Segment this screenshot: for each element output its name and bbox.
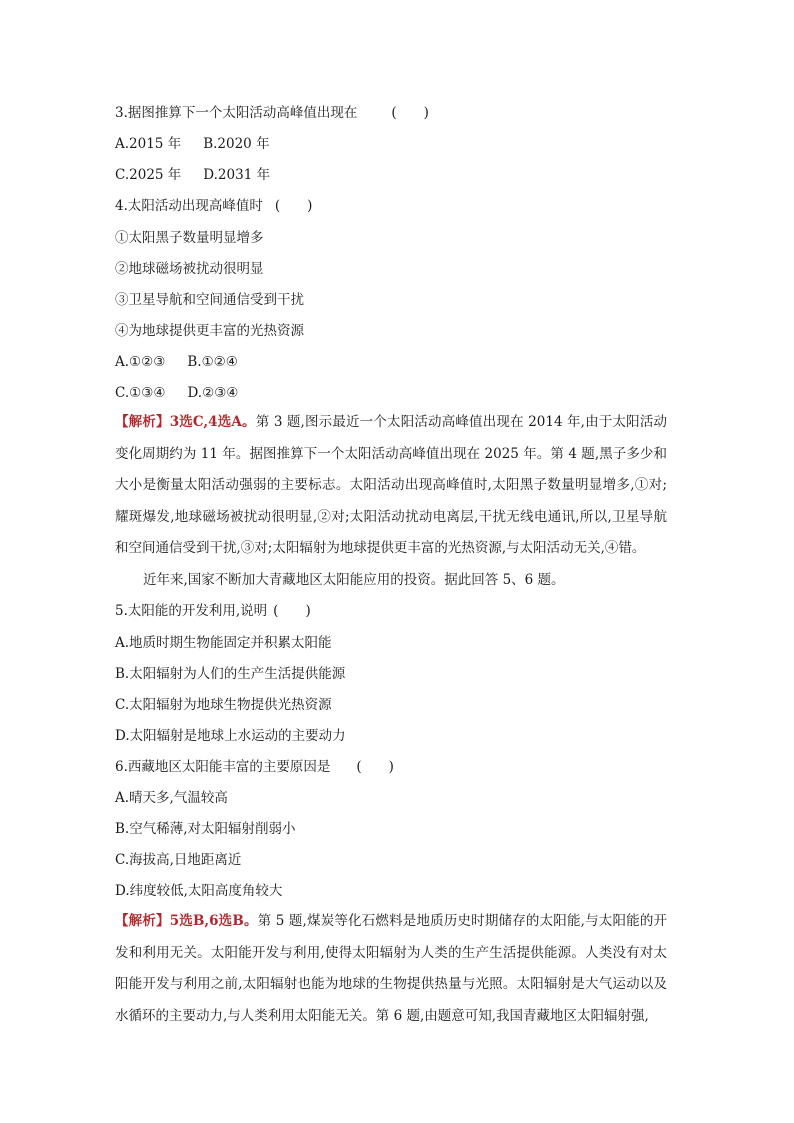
analysis-tag: 【解析】	[115, 414, 170, 430]
question-5-option-a: A.地质时期生物能固定并积累太阳能	[115, 635, 332, 651]
analysis-text: 第 3 题,图示最近一个太阳活动高峰值出现在 2014 年,由于太阳活动变化周期约为 11 年。据图推算下一个太阳活动高峰值出现在 2025 年。第 4 题,黑子多少和大小是衡量太阳活动强弱的主要标志。太阳活动出现高峰值时,太阳黑子数量明显增多,①对;耀斑爆发,地球磁场被扰动很明显,②对;太阳活动扰动电离层,干扰无线电通讯,所以,卫星导航和空间通信受到干扰,③对;太阳辐射为地球提供更丰富的光热资源,与太阳活动无关,④错。	[115, 414, 668, 556]
question-6-text: 6.西藏地区太阳能丰富的主要原因是	[115, 759, 331, 775]
analysis-block-1	[115, 407, 667, 565]
question-6-option-d: D.纬度较低,太阳高度角较大	[115, 883, 283, 899]
question-3-options-row-1	[115, 135, 270, 153]
analysis-tag: 【解析】	[115, 913, 170, 929]
question-4-item-4: ④为地球提供更丰富的光热资源	[115, 323, 304, 339]
analysis-block-2	[115, 906, 667, 1032]
question-4-options-row-2	[115, 384, 238, 402]
option-c: C.①③④	[115, 385, 166, 401]
answer-blank: ( )	[391, 105, 429, 121]
question-6-stem	[115, 758, 394, 776]
question-4-options-row-1	[115, 353, 238, 371]
question-3-text: 3.据图推算下一个太阳活动高峰值出现在	[115, 105, 358, 121]
option-a: A.①②③	[115, 354, 166, 370]
question-5-option-b: B.太阳辐射为人们的生产生活提供能源	[115, 666, 346, 682]
question-3-options-row-2	[115, 166, 270, 184]
option-a: A.2015 年	[115, 136, 182, 152]
question-4-item-2: ②地球磁场被扰动很明显	[115, 261, 264, 277]
option-c: C.2025 年	[115, 167, 182, 183]
question-4-item-3: ③卫星导航和空间通信受到干扰	[115, 292, 304, 308]
analysis-answer: 5选B,6选B。	[169, 913, 258, 929]
analysis-text: 第 5 题,煤炭等化石燃料是地质历史时期储存的太阳能,与太阳能的开发和利用无关。太阳能开发与利用,使得太阳辐射为人类的生产生活提供能源。人类没有对太阳能开发与利用之前,太阳辐射也能为地球的生物提供热量与光照。太阳辐射是大气运动以及水循环的主要动力,与人类利用太阳能无关。第 6 题,由题意可知,我国青藏地区太阳辐射强,	[115, 913, 668, 1024]
question-5-option-c: C.太阳辐射为地球生物提供光热资源	[115, 697, 332, 713]
option-b: B.2020 年	[203, 136, 270, 152]
question-5-text: 5.太阳能的开发利用,说明	[115, 603, 268, 619]
question-5-option-d: D.太阳辐射是地球上水运动的主要动力	[115, 728, 346, 744]
question-6-option-a: A.晴天多,气温较高	[115, 790, 228, 806]
analysis-answer: 3选C,4选A。	[169, 414, 256, 430]
option-b: B.①②④	[187, 354, 238, 370]
option-d: D.2031 年	[203, 167, 271, 183]
question-4-stem	[115, 197, 312, 215]
passage-intro: 近年来,国家不断加大青藏地区太阳能应用的投资。据此回答 5、6 题。	[143, 572, 565, 588]
question-4-item-1: ①太阳黑子数量明显增多	[115, 230, 264, 246]
answer-blank: ( )	[274, 198, 313, 214]
option-d: D.②③④	[187, 385, 239, 401]
question-4-text: 4.太阳活动出现高峰值时	[115, 198, 263, 214]
answer-blank: ( )	[273, 603, 311, 619]
question-6-option-b: B.空气稀薄,对太阳辐射削弱小	[115, 821, 296, 837]
question-3-stem	[115, 104, 429, 122]
question-6-option-c: C.海拔高,日地距离近	[115, 852, 242, 868]
answer-blank: ( )	[356, 759, 394, 775]
question-5-stem	[115, 602, 311, 620]
